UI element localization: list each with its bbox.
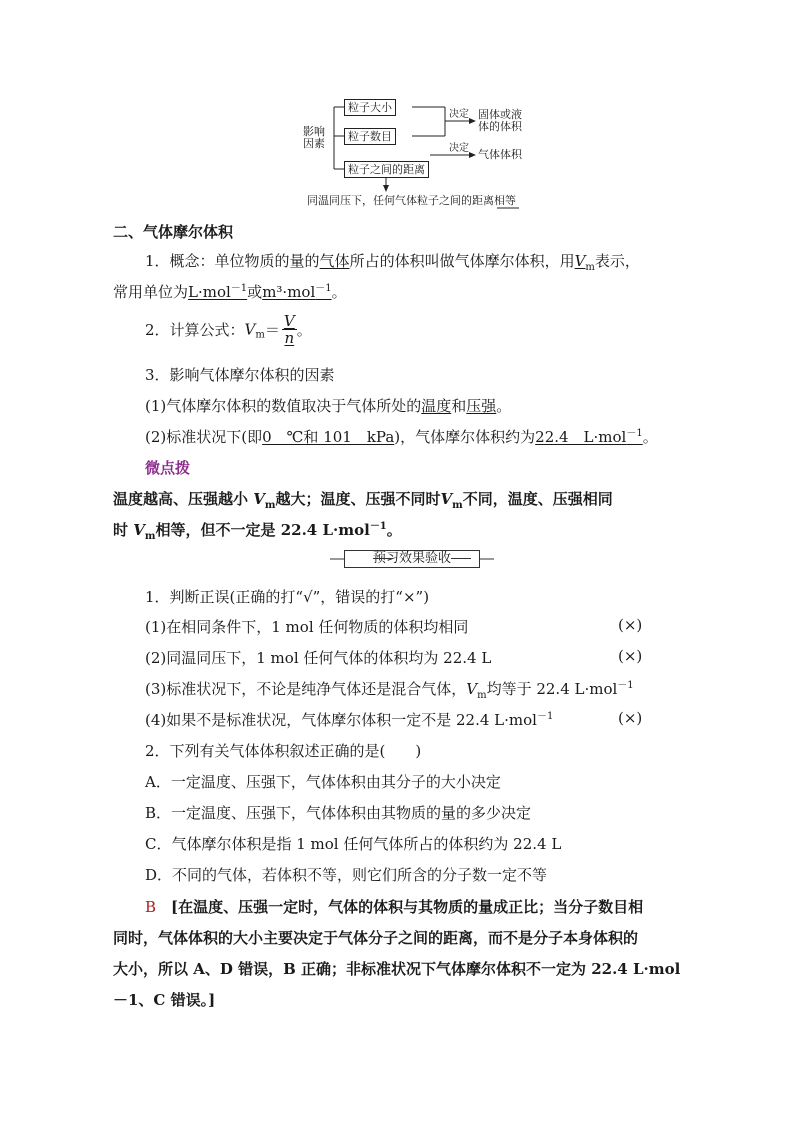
tip-2-sup: －1 xyxy=(369,521,387,532)
factor-and: 和 xyxy=(451,397,467,415)
practice-title-box xyxy=(344,550,480,568)
formula-line xyxy=(145,313,312,346)
judge-mark-4: (×) xyxy=(618,709,643,727)
judge-4-text: (4)如果不是标准状况，气体摩尔体积一定不是 22.4 L·mol xyxy=(145,711,537,729)
factor-2-text-a: (2)标准状况下(即 xyxy=(145,428,263,446)
unit-2-sup: －1 xyxy=(315,283,332,294)
tip-2a: 时 xyxy=(113,521,129,539)
option-c: C．气体摩尔体积是指 1 mol 任何气体所占的体积约为 22.4 L xyxy=(145,835,562,853)
formula-equals: ＝ xyxy=(264,321,280,339)
influence-factors-label: 影响因素 xyxy=(303,125,325,150)
option-b: B．一定温度、压强下，气体体积由其物质的量的多少决定 xyxy=(145,804,532,822)
tip-vm: V xyxy=(253,490,265,508)
unit-or: 或 xyxy=(247,283,263,301)
factor-item-2 xyxy=(145,426,658,447)
particle-count-box: 粒子数目 xyxy=(344,128,396,145)
solid-liquid-volume-label: 固体或液体的体积 xyxy=(478,108,522,133)
judge-item-2: (2)同温同压下，1 mol 任何气体的体积均为 22.4 L xyxy=(145,649,492,667)
tip-title: 微点拨 xyxy=(145,459,191,477)
judge-3-a: (3)标准状况下，不论是纯净气体还是混合气体， xyxy=(145,680,467,698)
answer-line-1 xyxy=(145,896,643,917)
tip-2b: 相等，但不一定是 22.4 L·mol xyxy=(155,521,370,539)
unit-1-sup: －1 xyxy=(230,283,248,294)
concept-gas: 气体 xyxy=(319,252,350,270)
option-a: A．一定温度、压强下，气体体积由其分子的大小决定 xyxy=(145,773,501,791)
explanation-2: 同时，气体体积的大小主要决定于气体分子之间的距离，而不是分子本身体积的 xyxy=(113,929,639,947)
tip-vm2-sub: m xyxy=(452,500,463,511)
option-d: D．不同的气体，若体积不等，则它们所含的分子数一定不等 xyxy=(145,866,548,884)
judge-mark-2: (×) xyxy=(618,647,643,665)
explanation-1: [在温度、压强一定时，气体的体积与其物质的量成正比；当分子数目相 xyxy=(171,898,644,916)
judge-3-b: 均等于 22.4 L·mol xyxy=(486,680,618,698)
unit-2: m³·mol xyxy=(262,283,316,301)
question-2: 2．下列有关气体体积叙述正确的是( ) xyxy=(145,742,422,760)
tip-2-vm: V xyxy=(133,521,145,539)
judge-item-4 xyxy=(145,709,553,730)
tip-2-vm-sub: m xyxy=(144,531,156,542)
judge-item-1: (1)在相同条件下，1 mol 任何物质的体积均相同 xyxy=(145,618,469,636)
molar-volume-sup: －1 xyxy=(626,428,643,439)
formula-fraction xyxy=(282,313,297,346)
decide-label-2: 决定 xyxy=(449,143,469,154)
explanation-4: －1、C 错误。] xyxy=(113,991,216,1009)
section-heading: 二、气体摩尔体积 xyxy=(113,223,234,241)
formula-denominator: n xyxy=(284,329,295,347)
tip-line-1 xyxy=(113,488,613,509)
formula-label: 2．计算公式： xyxy=(145,321,245,339)
tip-1b: 越大；温度、压强不同时 xyxy=(275,490,441,508)
concept-text-a: 1．概念：单位物质的量的 xyxy=(145,252,320,270)
factor-2-end: 。 xyxy=(642,428,658,446)
question-1: 1．判断正误(正确的打“√”，错误的打“×”) xyxy=(145,588,430,606)
decide-label-1: 决定 xyxy=(449,109,469,120)
formula-vm: V xyxy=(244,320,256,339)
concept-text-c: 表示， xyxy=(594,252,640,270)
judge-3-sup: －1 xyxy=(617,680,634,691)
tip-vm-sub: m xyxy=(264,500,276,511)
factor-temperature: 温度 xyxy=(421,397,452,415)
tip-2-end: 。 xyxy=(386,521,402,539)
concept-vm: V xyxy=(574,252,586,270)
diagram-conclusion: 同温同压下，任何气体粒子之间的距离相等 xyxy=(307,194,516,207)
judge-4-sup: －1 xyxy=(536,711,554,722)
judge-mark-1: (×) xyxy=(618,616,643,634)
factor-1-text: (1)气体摩尔体积的数值取决于气体所处的 xyxy=(145,397,422,415)
unit-end: 。 xyxy=(331,283,347,301)
factors-heading: 3．影响气体摩尔体积的因素 xyxy=(145,366,335,384)
concept-line-1 xyxy=(145,250,640,271)
concept-line-2 xyxy=(113,281,347,302)
unit-text: 常用单位为 xyxy=(113,283,189,301)
tip-1c: 不同，温度、压强相同 xyxy=(462,490,613,508)
concept-text-b: 所占的体积叫做气体摩尔体积，用 xyxy=(349,252,575,270)
answer-letter: B xyxy=(145,898,157,916)
particle-size-box: 粒子大小 xyxy=(344,99,396,116)
factor-1-end: 。 xyxy=(496,397,512,415)
tip-vm2: V xyxy=(440,490,453,508)
formula-end: 。 xyxy=(296,321,312,339)
tip-1a: 温度越高、压强越小 xyxy=(113,490,249,508)
factor-pressure: 压强 xyxy=(466,397,497,415)
factor-item-1 xyxy=(145,395,511,416)
judge-3-vm: V xyxy=(466,680,478,698)
particle-distance-box: 粒子之间的距离 xyxy=(344,161,429,178)
formula-vm-sub: m xyxy=(255,329,265,341)
conclusion-underline xyxy=(0,0,794,220)
judge-3-vm-sub: m xyxy=(477,690,487,701)
practice-title: 预习效果验收 xyxy=(372,551,451,566)
unit-1: L·mol xyxy=(188,283,231,301)
factor-2-text-b: )，气体摩尔体积约为 xyxy=(394,428,536,446)
concept-vm-sub: m xyxy=(585,262,595,273)
explanation-3: 大小，所以 A、D 错误，B 正确；非标准状况下气体摩尔体积不一定为 22.4 L·mol xyxy=(113,960,681,978)
judge-item-3 xyxy=(145,678,634,699)
standard-condition: 0 ℃和 101 kPa xyxy=(262,428,395,446)
formula-numerator: V xyxy=(283,312,295,330)
molar-volume-value: 22.4 L·mol xyxy=(535,428,627,446)
tip-line-2 xyxy=(113,519,402,540)
gas-volume-label: 气体体积 xyxy=(478,148,522,161)
